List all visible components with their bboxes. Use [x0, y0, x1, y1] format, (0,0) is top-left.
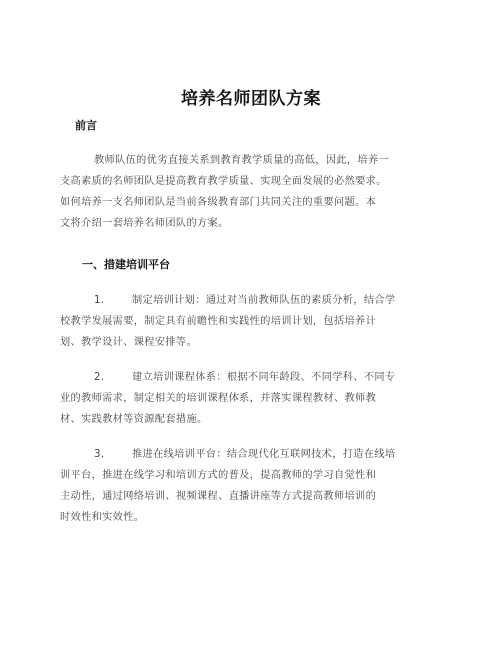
list-item-2-text: 建立培训课程体系：根据不同年龄段、不同学科、不同专	[132, 372, 396, 383]
list-item-1-line-2: 校教学发展需要，制定具有前瞻性和实践性的培训计划，包括培养计	[60, 316, 377, 327]
list-item-3-first-line	[94, 445, 395, 460]
preface-line-3: 如何培养一支名师团队是当前各级教育部门共同关注的重要问题。本	[60, 197, 377, 208]
preface-line-1: 教师队伍的优劣直接关系到教育教学质量的高低，因此，培养一	[94, 155, 390, 166]
list-item-1-first-line	[94, 291, 395, 306]
section-1-heading: 一、措建培训平台	[82, 258, 170, 271]
list-item-2-first-line	[94, 368, 395, 383]
list-item-3-line-2: 训平台，推进在线学习和培训方式的普及，提高教师的学习自觉性和	[60, 470, 377, 481]
list-item-2-line-3: 材、实践教材等资源配套措施。	[60, 414, 208, 425]
preface-heading: 前言	[75, 119, 97, 132]
list-item-3-text: 推进在线培训平台：结合现代化互联网技术，打造在线培	[132, 449, 396, 460]
list-item-3-line-4: 时效性和实效性。	[60, 512, 145, 523]
list-item-1-number: 1.	[94, 295, 105, 306]
list-item-2-line-2: 业的教师需求，制定相关的培训课程体系，并落实课程教材、教师教	[60, 393, 377, 404]
list-item-3-line-3: 主动性，通过网络培训、视频课程、直播讲座等方式提高教师培训的	[60, 491, 377, 502]
preface-line-4: 文将介绍一套培养名师团队的方案。	[60, 218, 229, 229]
list-item-1-line-3: 划、教学设计、课程安排等。	[60, 337, 197, 348]
list-item-1-text: 制定培训计划：通过对当前教师队伍的素质分析，结合学	[132, 295, 396, 306]
preface-line-2: 支高素质的名师团队是提高教育教学质量、实现全面发展的必然要求。	[60, 176, 387, 187]
list-item-3-number: 3.	[94, 449, 105, 460]
list-item-2-number: 2.	[94, 372, 105, 383]
document-title: 培养名师团队方案	[181, 89, 321, 109]
